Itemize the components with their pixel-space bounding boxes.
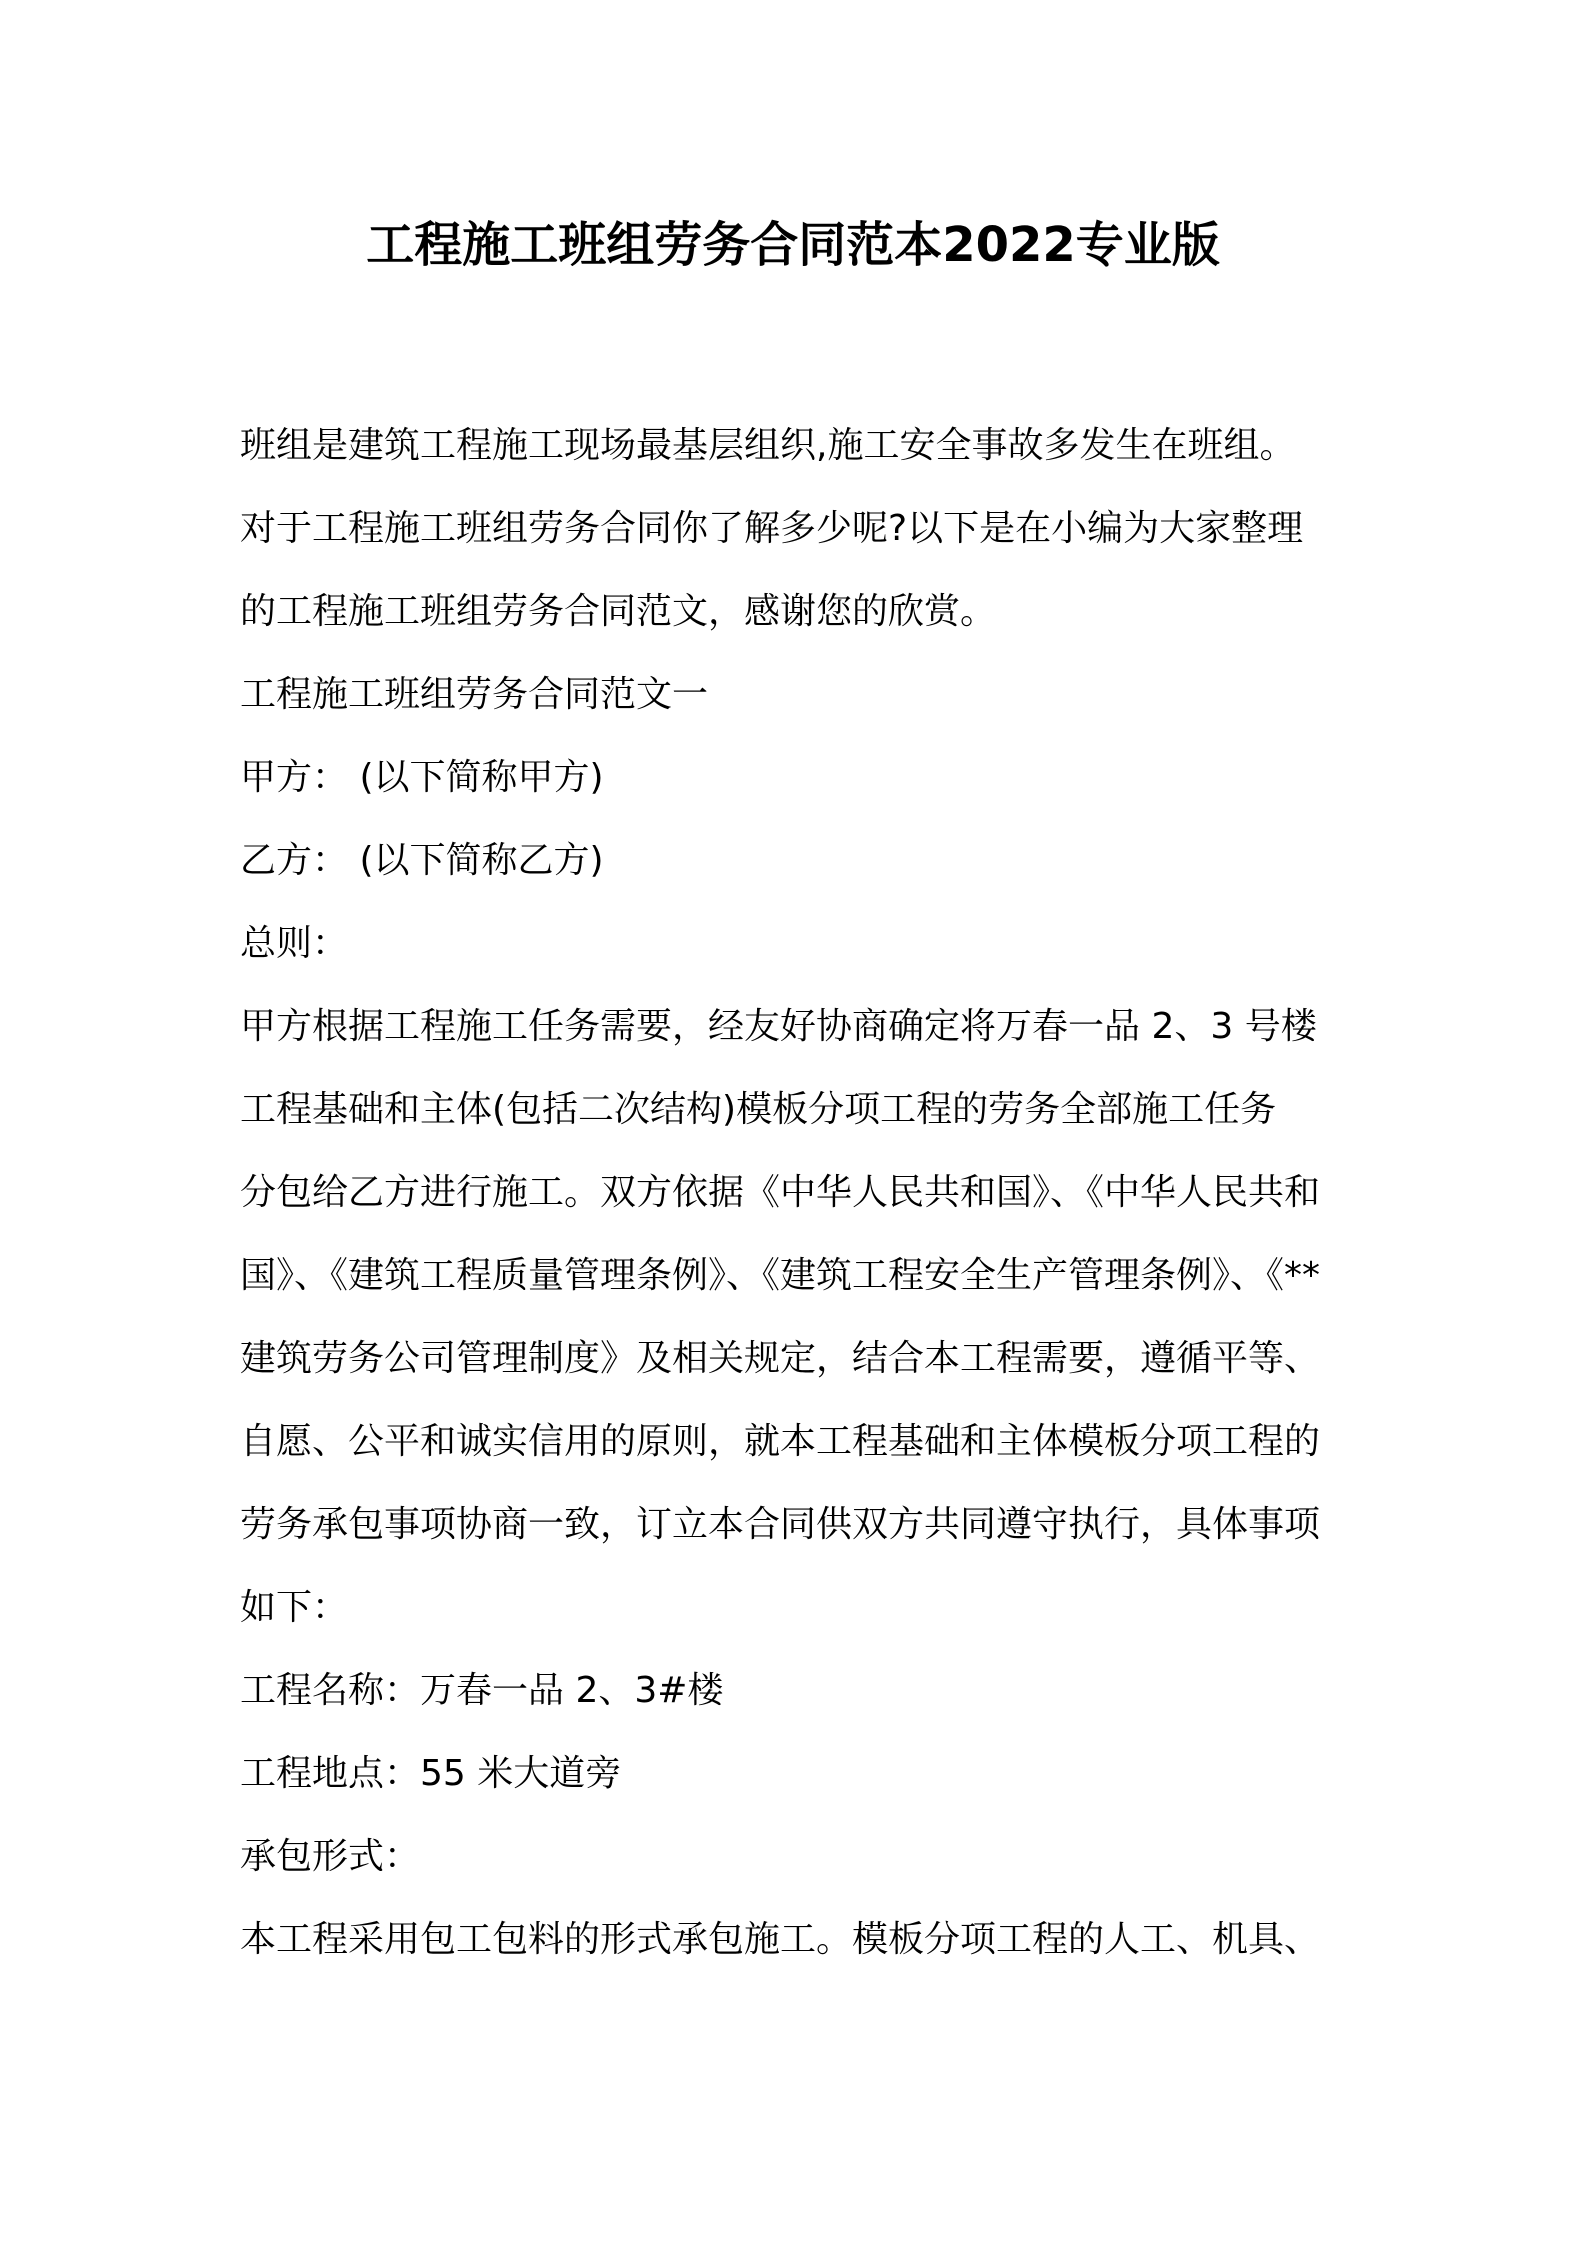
body-line: 分包给乙方进行施工。双方依据《中华人民共和国》、《中华人民共和 xyxy=(240,1172,1321,1213)
body-line: 班组是建筑工程施工现场最基层组织,施工安全事故多发生在班组。 xyxy=(240,425,1296,466)
general-provisions-heading: 总则： xyxy=(240,923,349,964)
body-line: 国》、《建筑工程质量管理条例》、《建筑工程安全生产管理条例》、《** xyxy=(240,1255,1321,1296)
body-line: 工程基础和主体(包括二次结构)模板分项工程的劳务全部施工任务 xyxy=(240,1089,1277,1130)
section-heading: 工程施工班组劳务合同范文一 xyxy=(240,674,709,715)
body-line: 如下： xyxy=(240,1587,349,1628)
body-line: 甲方根据工程施工任务需要，经友好协商确定将万春一品 2、3 号楼 xyxy=(240,1006,1317,1047)
document-body xyxy=(240,404,1360,1981)
project-location-line: 工程地点：55 米大道旁 xyxy=(240,1753,622,1794)
body-line: 对于工程施工班组劳务合同你了解多少呢?以下是在小编为大家整理 xyxy=(240,508,1304,549)
body-line: 自愿、公平和诚实信用的原则，就本工程基础和主体模板分项工程的 xyxy=(240,1421,1321,1462)
document-title: 工程施工班组劳务合同范本2022专业版 xyxy=(366,217,1220,273)
body-line: 的工程施工班组劳务合同范文，感谢您的欣赏。 xyxy=(240,591,997,632)
body-line: 劳务承包事项协商一致，订立本合同供双方共同遵守执行，具体事项 xyxy=(240,1504,1321,1545)
body-line: 建筑劳务公司管理制度》及相关规定，结合本工程需要，遵循平等、 xyxy=(240,1338,1321,1379)
contract-form-heading: 承包形式： xyxy=(240,1836,421,1877)
body-line: 本工程采用包工包料的形式承包施工。模板分项工程的人工、机具、 xyxy=(240,1919,1321,1960)
party-b-line: 乙方： (以下简称乙方) xyxy=(240,840,604,881)
project-name-line: 工程名称：万春一品 2、3#楼 xyxy=(240,1670,724,1711)
party-a-line: 甲方： (以下简称甲方) xyxy=(240,757,604,798)
